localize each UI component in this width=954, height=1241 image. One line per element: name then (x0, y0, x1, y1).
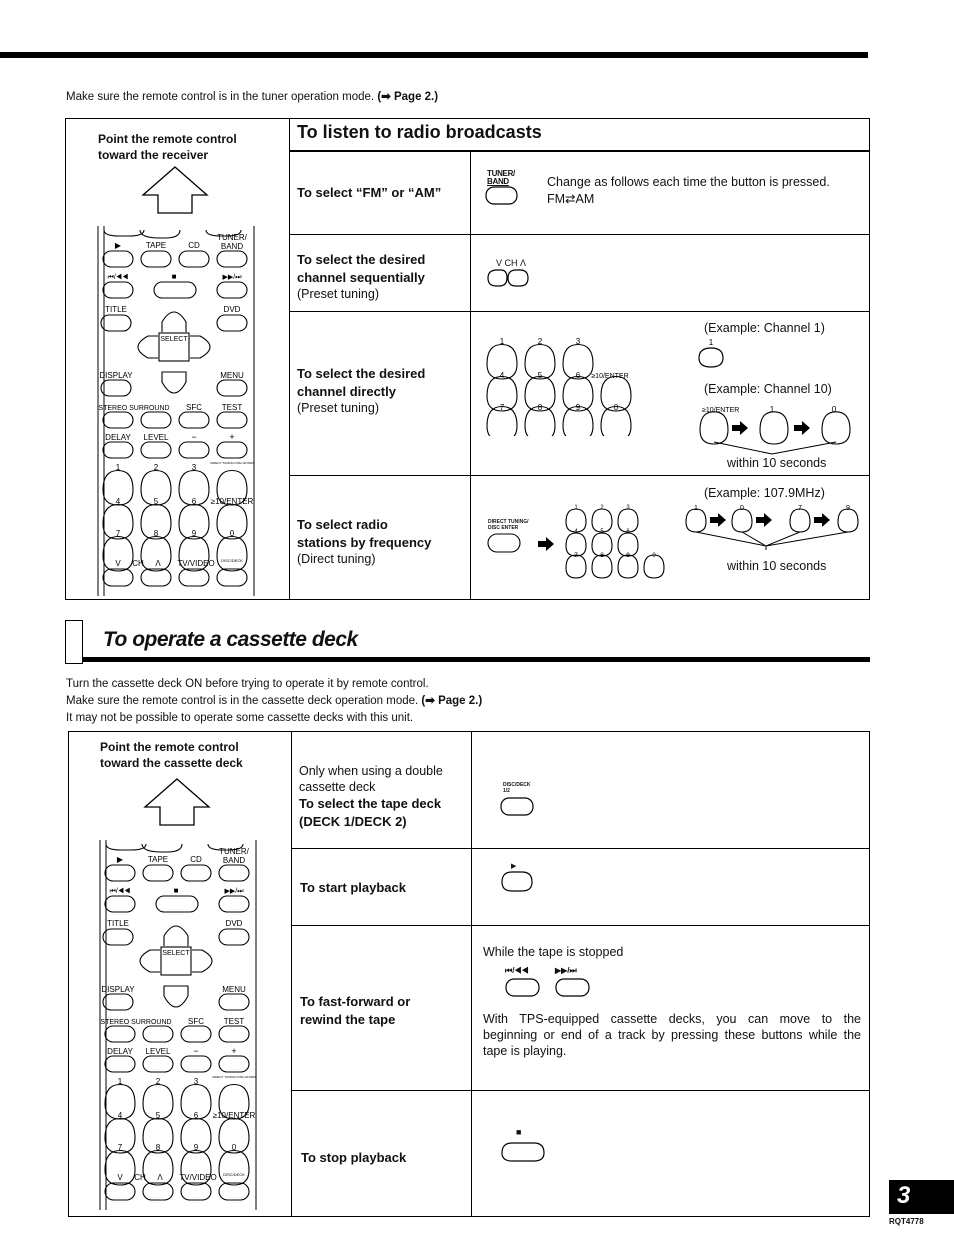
num-label: 8 (537, 403, 543, 412)
ch-up-label: Λ (157, 1173, 163, 1182)
remote-button (219, 865, 249, 881)
num-label: 2 (600, 505, 604, 511)
tv-video-label: TV/VIDEO (179, 1173, 217, 1182)
digit-button (790, 509, 810, 532)
num-label: 4 (115, 497, 121, 506)
tuner-band-button[interactable] (485, 186, 519, 206)
num-3-label: 3 (575, 337, 581, 346)
num-0-label: 0 (831, 405, 837, 414)
num-label: 6 (575, 371, 581, 380)
remote-button (219, 1056, 249, 1072)
arrow-right-icon (756, 513, 772, 527)
num-label: 0 (613, 403, 619, 412)
frequency-keypad[interactable] (560, 500, 670, 580)
plus-label: + (229, 432, 235, 442)
num-2-label: 2 (537, 337, 543, 346)
arrow-right-icon (814, 513, 830, 527)
within-10-seconds: within 10 seconds (727, 456, 827, 470)
example-channel-10: (Example: Channel 10) (704, 382, 832, 396)
display-label: DISPLAY (101, 985, 135, 994)
within-10-seconds-2: within 10 seconds (727, 559, 827, 573)
cd-label: CD (188, 241, 200, 250)
digit-label: 9 (846, 505, 850, 512)
select-right (192, 950, 212, 972)
remote-button (219, 1183, 249, 1200)
svg-text:1: 1 (708, 338, 714, 347)
dvd-button (217, 315, 247, 331)
tuner-heading: To listen to radio broadcasts (297, 122, 542, 142)
delay-label: DELAY (107, 1047, 133, 1056)
num-label: 1 (574, 505, 578, 511)
digit-label: 7 (798, 505, 802, 512)
enter-button (700, 412, 728, 444)
num-label: 9 (575, 403, 581, 412)
remote-button (141, 251, 171, 267)
direct-tuning-button (488, 534, 520, 552)
num-label: 0 (652, 553, 656, 559)
stop-label: ■ (171, 272, 177, 281)
interval-bracket (696, 532, 848, 550)
remote-button (179, 251, 209, 267)
num-label: 5 (600, 529, 604, 535)
num-label: ≥10/ENTER (210, 497, 254, 506)
num-label: ≥10/ENTER (212, 1111, 256, 1120)
remote-button (141, 442, 171, 458)
delay-label: DELAY (105, 433, 131, 442)
cassette-notes: Turn the cassette deck ON before trying to operate it by remote control. Make sure the remote control is in the cassette deck operation mode. (➡ Page 2.) It may not be possible to operate some cassette decks with this unit. (66, 678, 483, 724)
display-button (101, 380, 131, 396)
select-up (162, 312, 186, 332)
digit-button (838, 509, 858, 532)
select-up (164, 926, 188, 946)
page-number: 3 (889, 1180, 954, 1214)
test-label: TEST (221, 403, 243, 412)
num-label: 9 (191, 529, 197, 538)
num-label: 8 (600, 553, 604, 559)
forward-button (219, 896, 249, 912)
example-frequency: (Example: 107.9MHz) (704, 486, 825, 500)
select-tape-deck-label: To select the tape deck (DECK 1/DECK 2) (299, 796, 442, 829)
play-label: ▶ (114, 241, 122, 250)
remote-button (181, 1183, 211, 1200)
stereo-surround-label: STEREO SURROUND (98, 405, 170, 412)
num-label: 5 (155, 1111, 161, 1120)
forward-button (217, 282, 247, 298)
dvd-label: DVD (223, 305, 241, 314)
document-id: RQT4778 (889, 1217, 924, 1226)
menu-label: MENU (220, 371, 244, 380)
num-1-label: 1 (115, 463, 121, 472)
num-label: 9 (193, 1143, 199, 1152)
remote-button (217, 412, 247, 428)
ch-button-label: V CH Λ (496, 258, 527, 268)
stop-icon: ■ (516, 1127, 522, 1137)
frequency-label: To select radio stations by frequency (297, 517, 432, 550)
display-button (103, 994, 133, 1010)
title-button (101, 315, 131, 331)
tuner-label: TUNER/ (217, 233, 247, 242)
frequency-sequence (680, 502, 865, 556)
ch-label: CH (134, 1173, 146, 1182)
start-playback-label: To start playback (300, 880, 406, 895)
remote-button (143, 1056, 173, 1072)
disc-deck-label: DISC/DECK (221, 558, 243, 563)
num-1-button (760, 412, 788, 444)
remote-button (179, 412, 209, 428)
disc-deck-button[interactable] (500, 796, 536, 818)
level-label: LEVEL (145, 1047, 171, 1056)
plus-label: + (231, 1046, 237, 1056)
digit-button (686, 509, 706, 532)
numeric-keypad[interactable] (480, 336, 650, 436)
stop-button (154, 282, 196, 298)
select-left (140, 950, 160, 972)
button-1[interactable] (696, 338, 726, 370)
stereo-surround-label: STEREO SURROUND (100, 1019, 172, 1026)
num-label: ≥10/ENTER (591, 373, 629, 380)
preset-tuning-note: (Preset tuning) (297, 287, 379, 301)
title-button (103, 929, 133, 945)
cd-label: CD (190, 855, 202, 864)
remote-button (105, 1026, 135, 1042)
menu-button (217, 380, 247, 396)
num-2-label: 2 (155, 1077, 161, 1086)
rewind-label: ⏮/◀◀ (109, 888, 131, 895)
remote-button (217, 442, 247, 458)
fm-am-cycle: FM⇄AM (547, 192, 595, 206)
ch-up-label: Λ (155, 559, 161, 568)
num-1-label: 1 (117, 1077, 123, 1086)
num-label: 8 (155, 1143, 161, 1152)
minus-label: − (191, 432, 197, 442)
arrow-right-icon (732, 421, 748, 435)
dvd-label: DVD (225, 919, 243, 928)
arrow-right-icon (794, 421, 810, 435)
section-marker (65, 620, 83, 664)
rewind-button (105, 896, 135, 912)
dvd-button (219, 929, 249, 945)
play-label: ▶ (116, 855, 124, 864)
remote-button (181, 1026, 211, 1042)
remote-button (103, 251, 133, 267)
remote-button (103, 442, 133, 458)
tape-stopped-note: While the tape is stopped (483, 945, 624, 959)
remote-button (181, 1056, 211, 1072)
num-label: 0 (231, 1143, 237, 1152)
fm-am-desc: Change as follows each time the button is pressed. (547, 175, 830, 189)
direct-tuning-button-label: DIRECT TUNING/ DISC ENTER (488, 519, 529, 531)
title-label: TITLE (107, 919, 129, 928)
cassette-heading: To operate a cassette deck (103, 628, 358, 651)
digit-label: 1 (694, 505, 698, 512)
band-label: BAND (222, 856, 246, 865)
remote-button (103, 412, 133, 428)
digit-button (732, 509, 752, 532)
remote-button (219, 1026, 249, 1042)
num-label: 0 (229, 529, 235, 538)
num-label: 3 (626, 505, 630, 511)
num-label: 9 (626, 553, 630, 559)
stop-label: ■ (173, 886, 179, 895)
example-channel-1: (Example: Channel 1) (704, 321, 825, 335)
title-label: TITLE (105, 305, 127, 314)
disc-deck-button-label: DISC/DECK 1/2 (503, 782, 531, 794)
tv-video-label: TV/VIDEO (177, 559, 215, 568)
disc-deck-label: DISC/DECK (223, 1172, 245, 1177)
preset-tuning-note-2: (Preset tuning) (297, 401, 379, 415)
num-label: 5 (153, 497, 159, 506)
num-label: 7 (117, 1143, 123, 1152)
num-label: 6 (193, 1111, 199, 1120)
channel-sequential-label: To select the desired channel sequentially (297, 252, 426, 285)
remote-button (105, 1183, 135, 1200)
enter-label: ≥10/ENTER (702, 407, 740, 414)
stop-button (156, 896, 198, 912)
ch-label: CH (132, 559, 144, 568)
num-label: 7 (499, 403, 505, 412)
channel-10-sequence (694, 398, 864, 458)
arrow-right-icon (538, 537, 554, 551)
top-rule (0, 52, 868, 58)
band-label: BAND (220, 242, 244, 251)
cassette-pointer: Point the remote control toward the cassette deck (100, 740, 243, 770)
rewind-button (103, 282, 133, 298)
select-down (162, 372, 186, 393)
test-label: TEST (223, 1017, 245, 1026)
remote-button (141, 412, 171, 428)
direct-label: DIRECT TUNING/ DISC ENTER (210, 461, 254, 465)
remote-button (143, 1183, 173, 1200)
remote-control-illustration-2 (98, 840, 258, 1210)
ch-down-label: V (115, 559, 121, 568)
number-button (219, 1151, 249, 1186)
num-label: 4 (499, 371, 505, 380)
tuner-band-button-label: TUNER/ BAND (487, 169, 515, 186)
remote-button (105, 1056, 135, 1072)
select-left (138, 336, 158, 358)
remote-button (143, 865, 173, 881)
rewind-icon: ⏮/◀◀ (505, 966, 529, 975)
num-label: 6 (626, 529, 630, 535)
num-label: 4 (574, 529, 578, 535)
select-fm-am-label: To select “FM” or “AM” (297, 185, 442, 200)
num-3-label: 3 (193, 1077, 199, 1086)
num-1-label: 1 (499, 337, 505, 346)
remote-button (181, 865, 211, 881)
select-right (190, 336, 210, 358)
forward-label: ▶▶/⏭ (224, 888, 244, 895)
num-2-label: 2 (153, 463, 159, 472)
channel-up-down-buttons[interactable] (486, 268, 530, 290)
remote-control-illustration (96, 226, 256, 596)
remote-button (143, 1026, 173, 1042)
tape-label: TAPE (145, 241, 167, 250)
level-label: LEVEL (143, 433, 169, 442)
num-label: 4 (117, 1111, 123, 1120)
stop-button[interactable] (500, 1139, 548, 1165)
minus-label: − (193, 1046, 199, 1056)
select-label: SELECT (160, 336, 188, 343)
page-ref: (➡ Page 2.) (377, 91, 439, 103)
num-1-label: 1 (769, 405, 775, 414)
num-label: 7 (115, 529, 121, 538)
channel-direct-label: To select the desired channel directly (297, 366, 426, 399)
tuner-pointer: Point the remote control toward the receiver (98, 132, 237, 162)
fast-forward-rewind-label: To fast-forward or rewind the tape (300, 994, 411, 1027)
select-down (164, 986, 188, 1007)
num-label: 8 (153, 529, 159, 538)
arrow-up-icon-2 (142, 777, 212, 827)
remote-button (217, 251, 247, 267)
forward-label: ▶▶/⏭ (222, 274, 242, 281)
number-button (217, 537, 247, 572)
direct-tuning-note: (Direct tuning) (297, 552, 376, 566)
tps-desc: With TPS-equipped cassette decks, you can move to the beginning or end of a track by pressing these buttons while the tape is playing. (483, 1012, 861, 1058)
menu-label: MENU (222, 985, 246, 994)
num-3-label: 3 (191, 463, 197, 472)
tuner-mode-note: Make sure the remote control is in the tuner operation mode. (➡ Page 2.) (66, 91, 439, 103)
digit-label: 0 (740, 505, 744, 512)
arrow-right-icon (710, 513, 726, 527)
select-label: SELECT (162, 950, 190, 957)
tuner-label: TUNER/ (219, 847, 249, 856)
display-label: DISPLAY (99, 371, 133, 380)
stop-playback-label: To stop playback (301, 1150, 407, 1165)
num-label: 7 (574, 553, 578, 559)
arrow-up-icon (140, 165, 210, 215)
double-deck-note: Only when using a double cassette deck (299, 764, 443, 794)
remote-button (105, 865, 135, 881)
remote-button (179, 442, 209, 458)
num-label: 6 (191, 497, 197, 506)
fast-forward-icon: ▶▶/⏭ (555, 966, 577, 975)
play-icon: ▶ (511, 863, 517, 870)
num-0-button (822, 412, 850, 444)
ch-down-label: V (117, 1173, 123, 1182)
tape-label: TAPE (147, 855, 169, 864)
rewind-label: ⏮/◀◀ (107, 274, 129, 281)
play-button[interactable] (500, 870, 536, 894)
cassette-rule (83, 657, 870, 662)
num-label: 5 (537, 371, 543, 380)
sfc-label: SFC (186, 403, 202, 412)
direct-label: DIRECT TUNING/ DISC ENTER (212, 1075, 256, 1079)
sfc-label: SFC (188, 1017, 204, 1026)
menu-button (219, 994, 249, 1010)
skip-buttons[interactable] (504, 977, 594, 1001)
